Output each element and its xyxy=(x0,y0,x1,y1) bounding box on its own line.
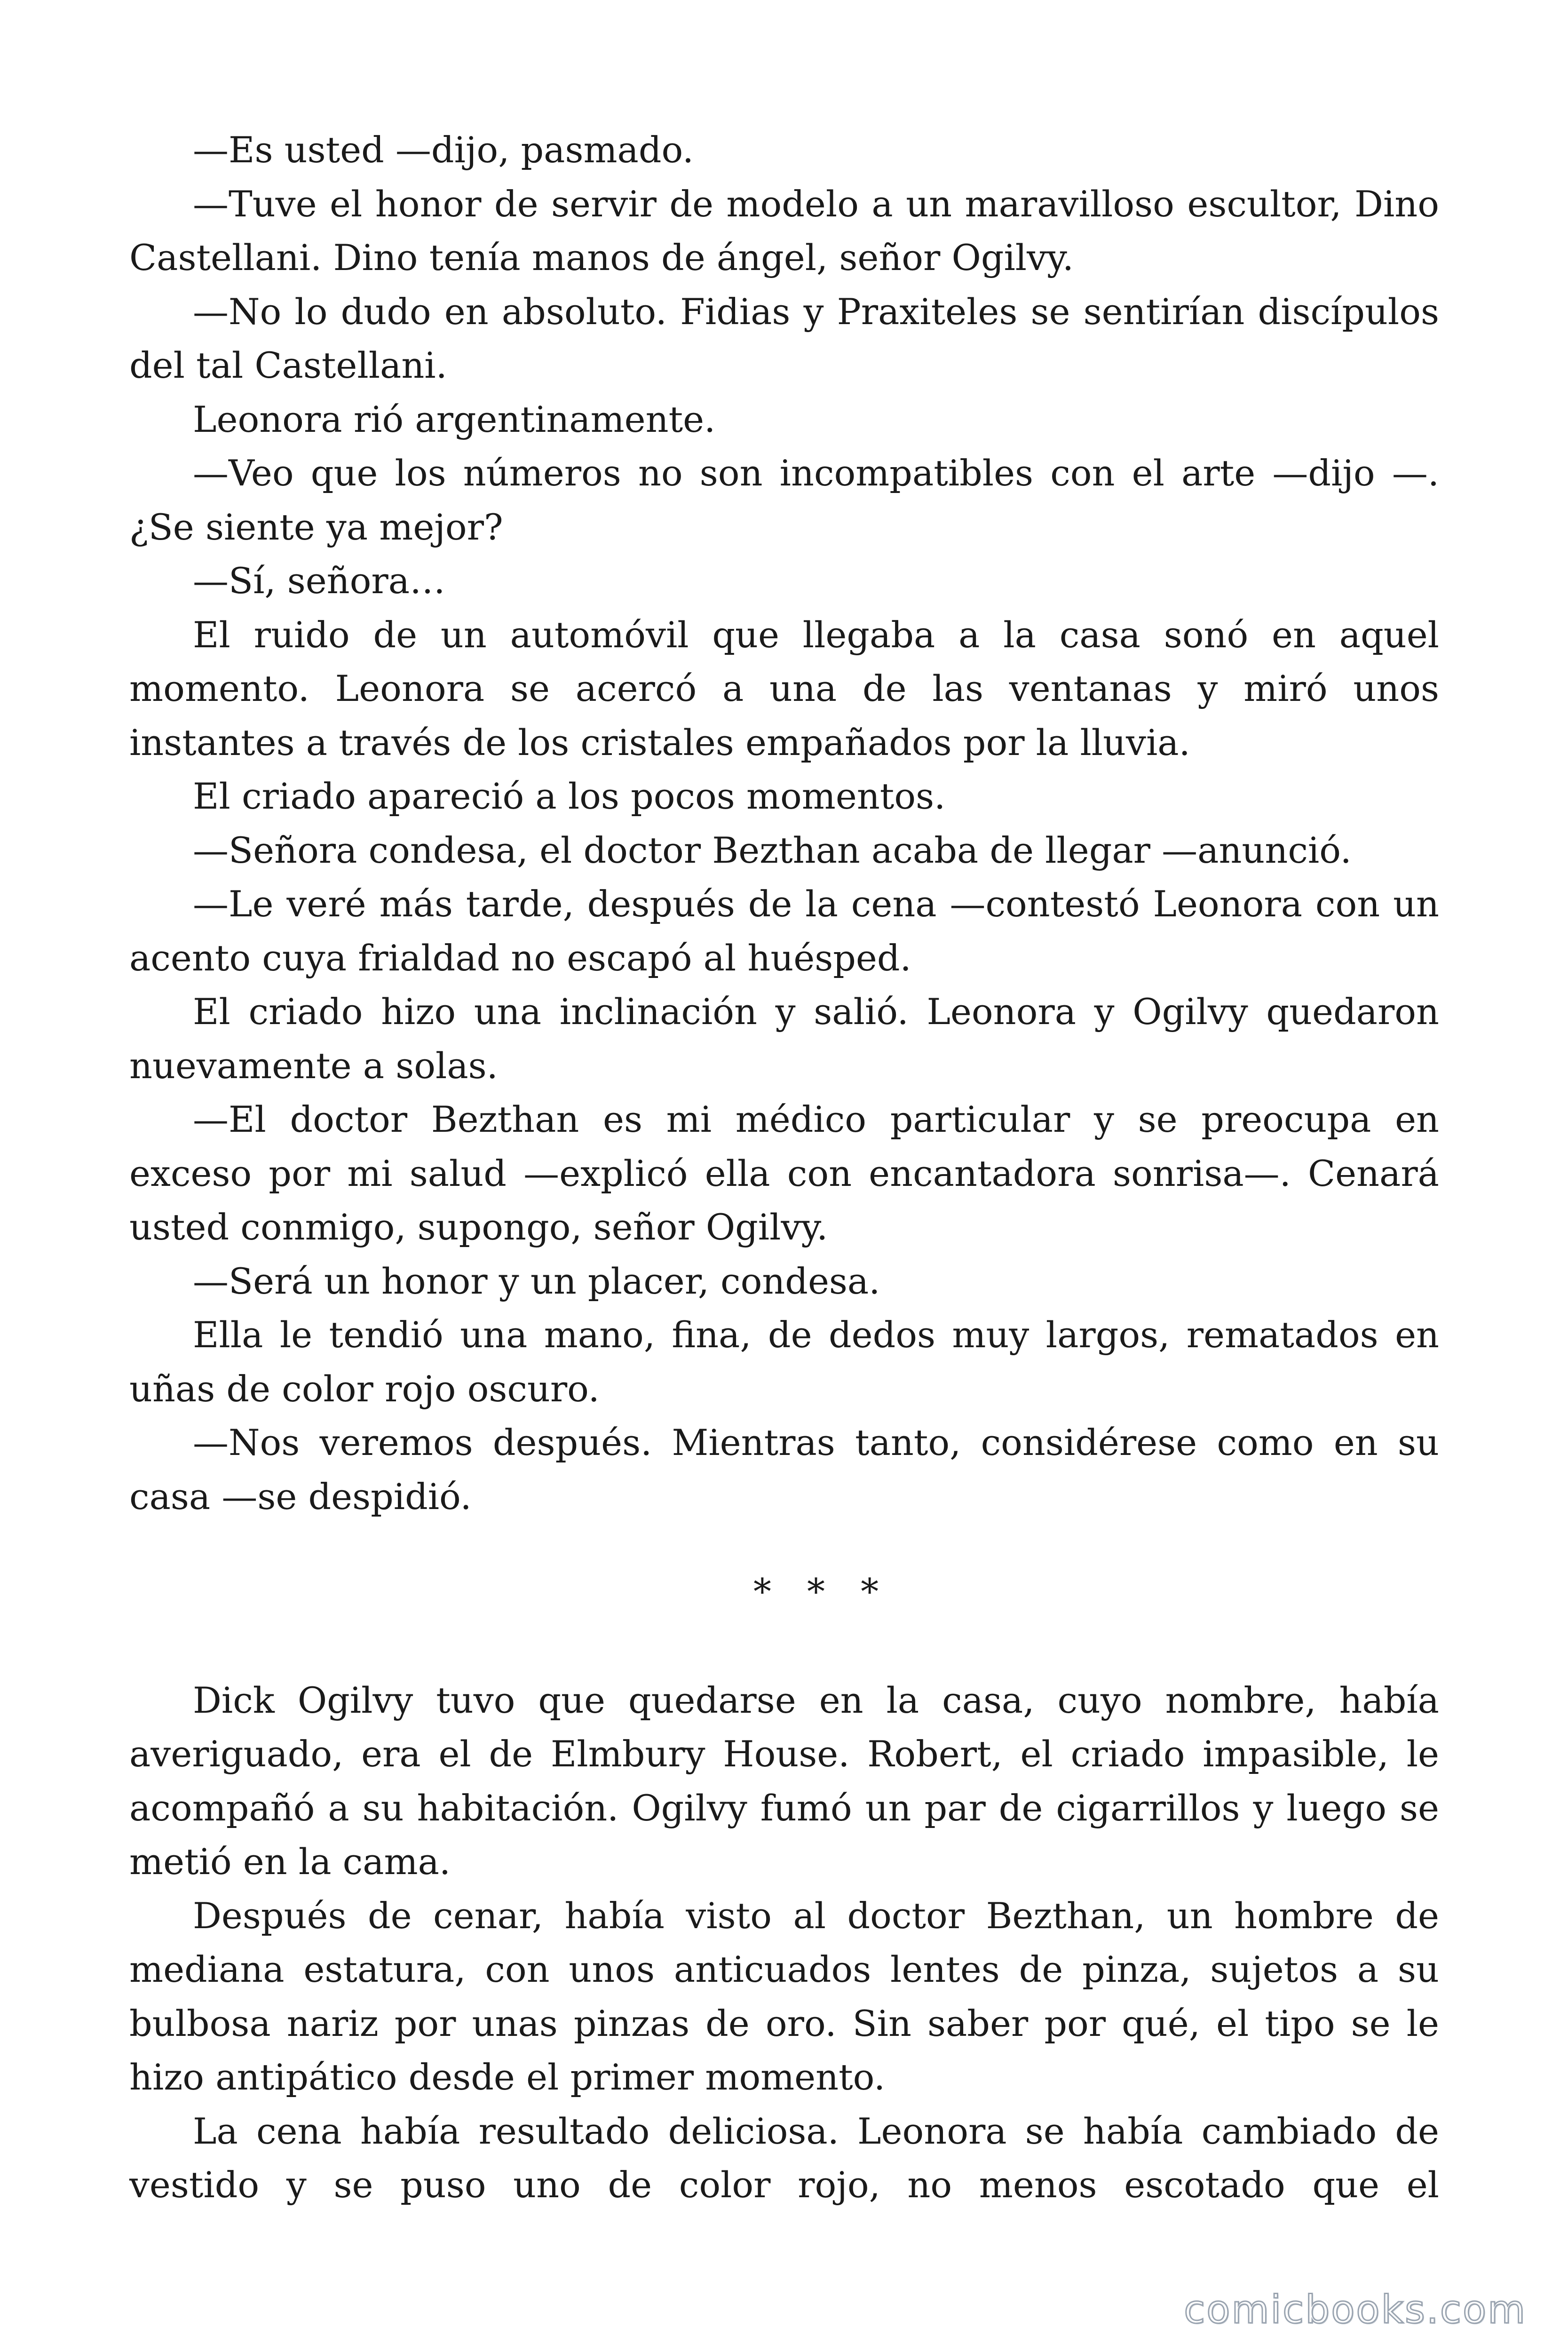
paragraph: Ella le tendió una mano, fina, de dedos muy largos, rematados en uñas de color rojo oscuro. xyxy=(129,1314,1439,1410)
paragraph: —No lo dudo en absoluto. Fidias y Praxiteles se sentirían discípulos del tal Castellani. xyxy=(129,290,1439,386)
paragraph: El criado hizo una inclinación y salió. Leonora y Ogilvy quedaron nuevamente a solas. xyxy=(129,991,1439,1087)
paragraph: Leonora rió argentinamente. xyxy=(193,398,716,440)
paragraph: —Le veré más tarde, después de la cena —contestó Leonora con un acento cuya frialdad no escapó al huésped. xyxy=(129,883,1439,979)
paragraph: —Será un honor y un placer, condesa. xyxy=(193,1260,880,1302)
paragraph: La cena había resultado deliciosa. Leonora se había cambiado de vestido y se puso uno de color rojo, no menos escotado que el xyxy=(129,2110,1439,2206)
paragraph: —Tuve el honor de servir de modelo a un maravilloso escultor, Dino Castellani. Dino tenía manos de ángel, señor Ogilvy. xyxy=(129,183,1439,278)
paragraph: —Nos veremos después. Mientras tanto, considérese como en su casa —se despidió. xyxy=(129,1422,1439,1518)
page-body xyxy=(129,123,1439,2212)
paragraph: —Sí, señora… xyxy=(193,560,446,602)
paragraph: —Veo que los números no son incompatibles con el arte —dijo —. ¿Se siente ya mejor? xyxy=(129,452,1439,548)
paragraph: El criado apareció a los pocos momentos. xyxy=(193,775,946,817)
paragraph: —Señora condesa, el doctor Bezthan acaba de llegar —anunció. xyxy=(193,829,1352,871)
paragraph: —Es usted —dijo, pasmado. xyxy=(193,129,694,171)
scene-separator: * * * xyxy=(753,1571,891,1613)
paragraph: Después de cenar, había visto al doctor Bezthan, un hombre de mediana estatura, con unos anticuados lentes de pinza, sujetos a su bulbosa nariz por unas pinzas de oro. Sin saber por qué, el tipo se le hizo antipático desde el primer momento. xyxy=(129,1894,1439,2098)
paragraph: Dick Ogilvy tuvo que quedarse en la casa, cuyo nombre, había averiguado, era el de Elmbury House. Robert, el criado impasible, le acompañó a su habitación. Ogilvy fumó un par de cigarrillos y luego se metió en la cama. xyxy=(129,1679,1439,1883)
watermark-text: comicbooks.com xyxy=(1184,2288,1527,2332)
paragraph: El ruido de un automóvil que llegaba a la casa sonó en aquel momento. Leonora se acercó a una de las ventanas y miró unos instantes a través de los cristales empañados por la lluvia. xyxy=(129,613,1439,763)
paragraph: —El doctor Bezthan es mi médico particular y se preocupa en exceso por mi salud —explicó ella con encantadora sonrisa—. Cenará usted conmigo, supongo, señor Ogilvy. xyxy=(129,1098,1439,1248)
text-section-1 xyxy=(129,123,1439,1524)
text-section-2 xyxy=(129,1674,1439,2212)
